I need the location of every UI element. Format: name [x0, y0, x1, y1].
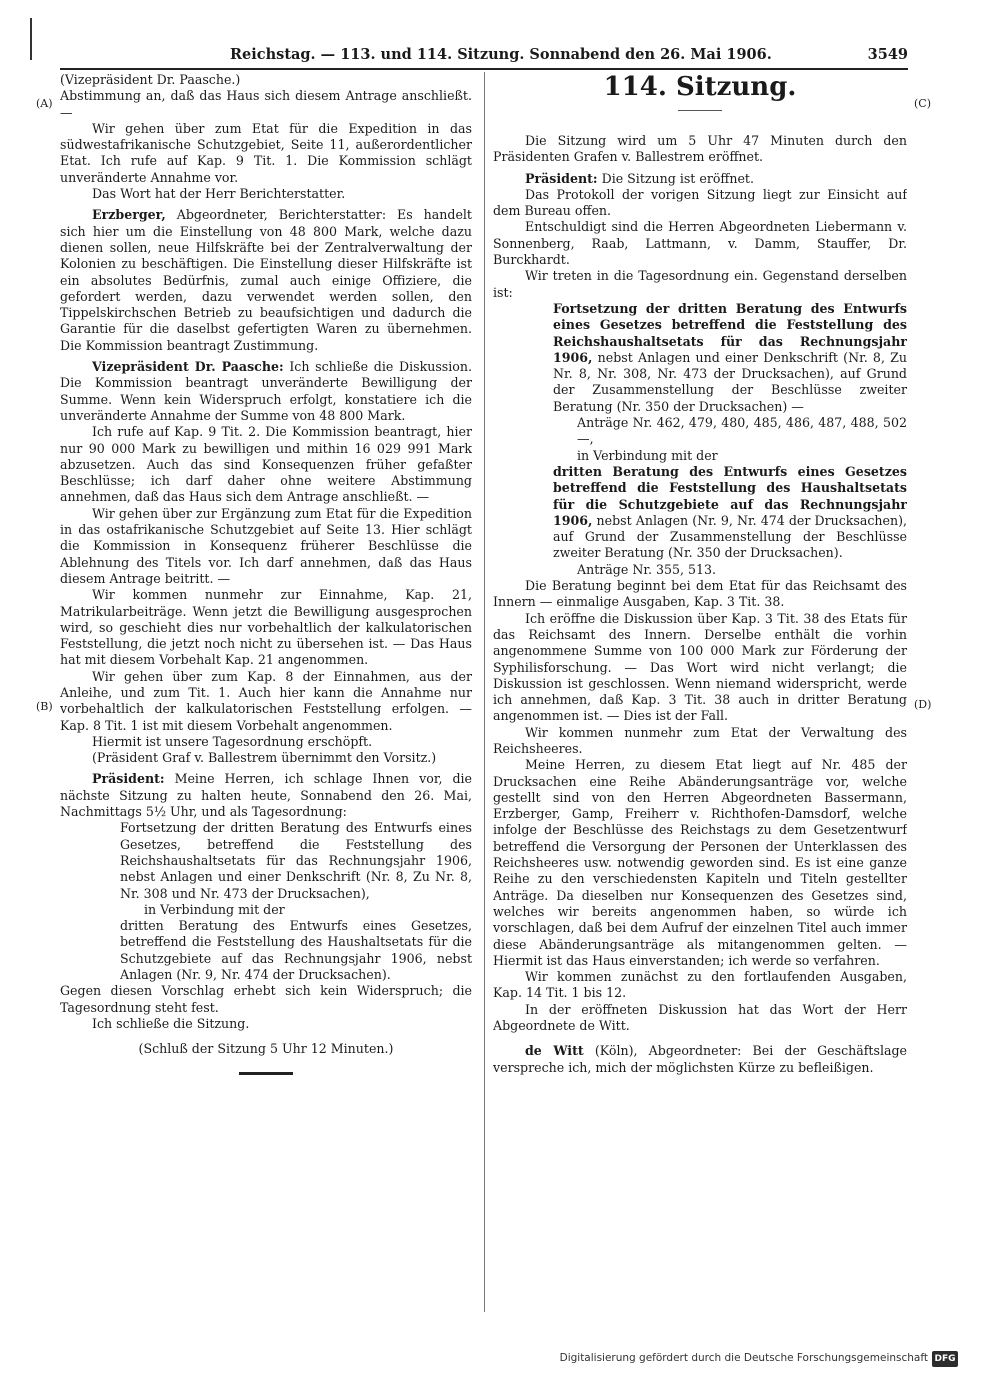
agenda-item: Fortsetzung der dritten Beratung des Entwurfs eines Gesetzes, betreffend die Feststellung des Reichshaushaltsetats für das Rechnungsjahr 1906, nebst Anlagen und einer Denkschrift (Nr. 8, Zu Nr. 8, Nr. 308 und Nr. 473 der Drucksachen),: [120, 820, 472, 901]
agenda-item-text: nebst Anlagen (Nr. 9, Nr. 474 der Drucksachen), auf Grund der Zusammenstellung der Beschlüsse zweiter Beratung (Nr. 350 der Drucksachen).: [553, 512, 907, 561]
paragraph: Die Beratung beginnt bei dem Etat für das Reichsamt des Innern — einmalige Ausgaben, Kap. 3 Tit. 38.: [493, 578, 907, 610]
motions-list: Anträge Nr. 355, 513.: [577, 561, 717, 577]
chair-note: (Präsident Graf v. Ballestrem übernimmt den Vorsitz.): [92, 750, 437, 766]
header-text: Reichstag. — 113. und 114. Sitzung. Sonnabend den 26. Mai 1906.: [230, 46, 772, 63]
speech-text: (Köln), Abgeordneter: Bei der Geschäftslage verspreche ich, mich der möglichsten Kürze zu befleißigen.: [493, 1043, 907, 1075]
speaker-name: Erzberger,: [92, 207, 166, 223]
paragraph: Hiermit ist unsere Tagesordnung erschöpft.: [92, 733, 373, 749]
paragraph: Wir gehen über zum Kap. 8 der Einnahmen, aus der Anleihe, und zum Tit. 1. Auch hier kann die Annahme nur vorbehaltlich der kalkulatorischen Feststellung erfolgen. — Kap. 8 Tit. 1 ist mit diesem Vorbehalt angenommen.: [60, 668, 472, 733]
paragraph: Gegen diesen Vorschlag erhebt sich kein Widerspruch; die Tagesordnung steht fest.: [60, 983, 472, 1015]
speaker-name: Präsident:: [525, 170, 598, 186]
paragraph: Wir kommen zunächst zu den fortlaufenden Ausgaben, Kap. 14 Tit. 1 bis 12.: [493, 969, 907, 1001]
title-rule: [678, 110, 722, 111]
session-title: 114. Sitzung.: [603, 72, 797, 102]
footer-text: Digitalisierung gefördert durch die Deutsche Forschungsgemeinschaft: [559, 1352, 928, 1364]
paragraph: Ich eröffne die Diskussion über Kap. 3 Tit. 38 des Etats für das Reichsamt des Innern. Derselbe enthält die vorhin angenommene Summe von 100 000 Mark zur Förderung der Syphilisforschung. — Das Wort wird nicht verlangt; die Diskussion ist geschlossen. Wenn niemand widerspricht, werde ich annehmen, daß Kap. 3 Tit. 38 auch in dritter Beratung angenommen ist. — Dies ist der Fall.: [493, 610, 907, 724]
paragraph: Ich rufe auf Kap. 9 Tit. 2. Die Kommission beantragt, hier nur 90 000 Mark zu bewilligen und mithin 16 029 991 Mark abzusetzen. Auch das sind Konsequenzen früher gefaßter Beschlüsse; ich darf daher ohne weitere Abstimmung annehmen, daß das Haus sich dem Antrage anschließt. —: [60, 424, 472, 505]
margin-marker-d: (D): [914, 698, 932, 711]
column-divider: [484, 72, 485, 1312]
paragraph: Abstimmung an, daß das Haus sich diesem Antrage anschließt. —: [60, 88, 472, 120]
paragraph: Wir gehen über zum Etat für die Expedition in das südwestafrikanische Schutzgebiet, Seite 11, außerordentlicher Etat. Ich rufe auf Kap. 9 Tit. 1. Die Kommission schlägt unveränderte Annahme vor.: [60, 120, 472, 185]
paragraph: Wir kommen nunmehr zum Etat der Verwaltung des Reichsheeres.: [493, 724, 907, 756]
agenda-item-title: dritten Beratung des Entwurfs eines Gesetzes betreffend die Feststellung des Haushaltsetats für die Schutzgebiete auf das Rechnungsjahr 1906,: [553, 463, 907, 528]
session-close-note: (Schluß der Sitzung 5 Uhr 12 Minuten.): [138, 1041, 394, 1057]
speech-paragraph: [60, 359, 472, 424]
margin-marker-a: (A): [36, 97, 53, 110]
right-column: [493, 72, 907, 1312]
agenda-connector: in Verbindung mit der: [577, 447, 718, 463]
page-edge-mark: [30, 18, 32, 60]
end-rule: [239, 1072, 293, 1075]
agenda-item: [493, 301, 907, 415]
agenda-item-title: Fortsetzung der dritten Beratung des Entwurfs eines Gesetzes betreffend die Feststellung des Reichshaushaltsetats für das Rechnungsjahr 1906,: [553, 300, 907, 365]
speech-paragraph: [60, 771, 472, 820]
speech-paragraph: [493, 171, 907, 187]
speech-text: Ich schließe die Diskussion. Die Kommission beantragt unveränderte Bewilligung der Summe. Wenn kein Widerspruch erfolgt, konstatiere ich die unveränderte Annahme der Summe von 48 800 Mark.: [60, 359, 472, 423]
paragraph: Wir treten in die Tagesordnung ein. Gegenstand derselben ist:: [493, 268, 907, 300]
agenda-item: [493, 464, 907, 562]
speech-paragraph: [60, 207, 472, 354]
speaker-name: Vizepräsident Dr. Paasche:: [92, 359, 284, 375]
speech-text: Meine Herren, ich schlage Ihnen vor, die nächste Sitzung zu halten heute, Sonnabend den 26. Mai, Nachmittags 5½ Uhr, und als Tagesordnung:: [60, 771, 472, 820]
paragraph: Wir kommen nunmehr zur Einnahme, Kap. 21, Matrikularbeiträge. Wenn jetzt die Bewilligung ausgesprochen wird, so geschieht dies nur vorbehaltlich der kalkulatorischen Feststellung, die jetzt noch nicht zu übersehen ist. — Das Haus hat mit diesem Vorbehalt Kap. 21 angenommen.: [60, 587, 472, 668]
digitization-footer: [559, 1351, 958, 1369]
paragraph: Meine Herren, zu diesem Etat liegt auf Nr. 485 der Drucksachen eine Reihe Abänderungsanträge vor, welche gestellt sind von den Herren Abgeordneten Bassermann, Erzberger, Gamp, Freiherr v. Richthofen-Damsdorf, welche infolge der Beschlüsse des Reichstags zu dem Gesetzentwurf betreffend die Versorgung der Personen der Unterklassen des Reichsheeres usw. notwendig geworden sind. Es ist eine ganze Reihe zu den verschiedensten Kapiteln und Titeln gestellter Anträge. Da dieselben nur Konsequenzen des Gesetzes sind, welches wir bereits angenommen haben, so würde ich vorschlagen, daß bei dem Aufruf der einzelnen Titel auch immer diese Abänderungsanträge als mitangenommen gelten. — Hiermit ist das Haus einverstanden; ich werde so verfahren.: [493, 757, 907, 968]
agenda-item-text: nebst Anlagen und einer Denkschrift (Nr. 8, Zu Nr. 8, Nr. 308, Nr. 473 der Drucksachen), auf Grund der Zusammenstellung der Beschlüsse zweiter Beratung (Nr. 350 der Drucksachen) —: [553, 349, 907, 414]
motions-list: Anträge Nr. 462, 479, 480, 485, 486, 487, 488, 502 —,: [577, 415, 907, 447]
speaker-name: Präsident:: [92, 771, 165, 787]
paragraph: Wir gehen über zur Ergänzung zum Etat für die Expedition in das ostafrikanische Schutzgebiet auf Seite 13. Hier schlägt die Kommission in Konsequenz früherer Beschlüsse die Ablehnung des Titels vor. Ich darf annehmen, daß das Haus diesem Antrage beitritt. —: [60, 505, 472, 586]
speech-text: Die Sitzung ist eröffnet.: [597, 170, 755, 186]
left-column: [60, 72, 472, 1312]
header-rule: [60, 68, 908, 70]
paragraph: In der eröffneten Diskussion hat das Wort der Herr Abgeordnete de Witt.: [493, 1001, 907, 1034]
paragraph: Ich schließe die Sitzung.: [92, 1015, 250, 1031]
margin-marker-c: (C): [914, 97, 931, 110]
dfg-logo: DFG: [932, 1351, 958, 1367]
speech-paragraph: [493, 1043, 907, 1076]
margin-marker-b: (B): [36, 700, 53, 713]
paragraph: Das Wort hat der Herr Berichterstatter.: [92, 186, 346, 202]
agenda-connector: in Verbindung mit der: [144, 901, 285, 917]
page-number: 3549: [867, 46, 908, 63]
chair-note: (Vizepräsident Dr. Paasche.): [60, 72, 241, 87]
running-header: [196, 44, 908, 68]
paragraph: Das Protokoll der vorigen Sitzung liegt zur Einsicht auf dem Bureau offen.: [493, 186, 907, 219]
speech-text: Abgeordneter, Berichterstatter: Es handelt sich hier um die Einstellung von 48 800 Mark, welche dazu dienen sollen, neue Hilfskräfte bei der Zentralverwaltung der Kolonien zu beschäftigen. Die Einstellung dieser Hilfskräfte ist ein absolutes Bedürfnis, zumal auch einige Offiziere, die gefordert werden, dazu verwendet werden sollen, den Tippelskirchschen Betrieb zu beaufsichtigen und dadurch die Garantie für die daselbst gefertigten Waren zu übernehmen. Die Kommission beantragt Zustimmung.: [60, 207, 472, 353]
paragraph: Entschuldigt sind die Herren Abgeordneten Liebermann v. Sonnenberg, Raab, Lattmann, v. Damm, Stauffer, Dr. Burckhardt.: [493, 219, 907, 268]
speaker-name: de Witt: [525, 1043, 584, 1059]
agenda-item: dritten Beratung des Entwurfs eines Gesetzes, betreffend die Feststellung des Haushaltsetats für die Schutzgebiete auf das Rechnungsjahr 1906, nebst Anlagen (Nr. 9, Nr. 474 der Drucksachen).: [120, 918, 472, 983]
paragraph: Die Sitzung wird um 5 Uhr 47 Minuten durch den Präsidenten Grafen v. Ballestrem eröffnet.: [493, 133, 907, 165]
